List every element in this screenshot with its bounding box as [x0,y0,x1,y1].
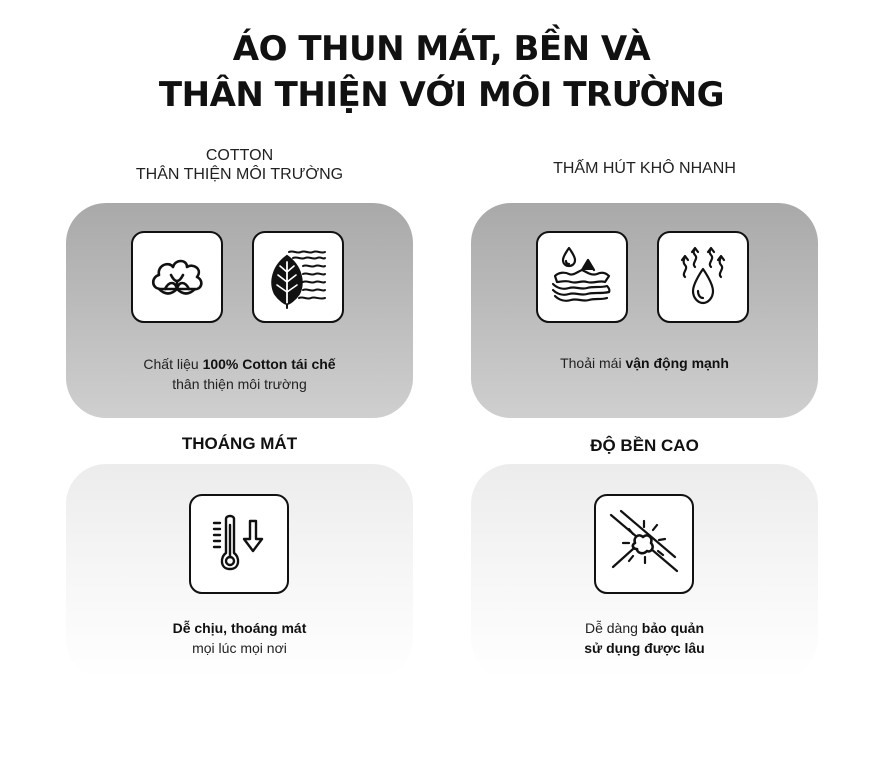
durable-desc-bold: bảo quản [641,620,705,636]
page-title-line-2: THÂN THIỆN VỚI MÔI TRƯỜNG [158,75,725,115]
durable-description-line-1 [471,618,818,638]
evaporating-drop-icon [657,231,749,323]
page-title [0,26,883,118]
cotton-desc-prefix: Chất liệu [143,356,203,372]
absorb-desc-bold: vận động mạnh [625,355,729,371]
thermometer-down-icon [189,494,289,594]
cotton-description-line-1 [66,354,413,374]
breathable-desc-bold: Dễ chịu, thoáng mát [172,620,307,636]
absorb-heading: THẤM HÚT KHÔ NHANH [553,160,736,177]
durable-description-line-2 [471,638,818,658]
cotton-desc-bold: 100% Cotton tái chế [202,356,336,372]
durable-description [471,618,818,658]
absorb-card [471,203,818,418]
cotton-description [66,354,413,394]
breathable-description-line-2: mọi lúc mọi nơi [192,640,287,656]
absorb-desc-prefix: Thoải mái [560,355,626,371]
cotton-description-line-2: thân thiện môi trường [172,376,307,392]
absorb-description [471,353,818,373]
breathable-description-line-1 [66,618,413,638]
durable-desc-line2: sử dụng được lâu [584,640,705,656]
cotton-heading-line-1: COTTON [205,147,274,164]
cotton-card [66,203,413,418]
leaf-fabric-icon [252,231,344,323]
cotton-heading [66,146,413,184]
breathable-heading: THOÁNG MÁT [181,434,298,453]
fabric-layers-drop-icon [536,231,628,323]
cotton-flower-icon [131,231,223,323]
durable-fabric-icon [594,494,694,594]
durable-desc-prefix: Dễ dàng [584,620,642,636]
cotton-heading-line-2: THÂN THIỆN MÔI TRƯỜNG [135,166,344,183]
page-title-line-1: ÁO THUN MÁT, BỀN VÀ [232,29,651,69]
durable-heading: ĐỘ BỀN CAO [590,436,699,455]
breathable-description [66,618,413,658]
absorb-description-line-1 [471,353,818,373]
durable-card [471,464,818,679]
breathable-card [66,464,413,679]
